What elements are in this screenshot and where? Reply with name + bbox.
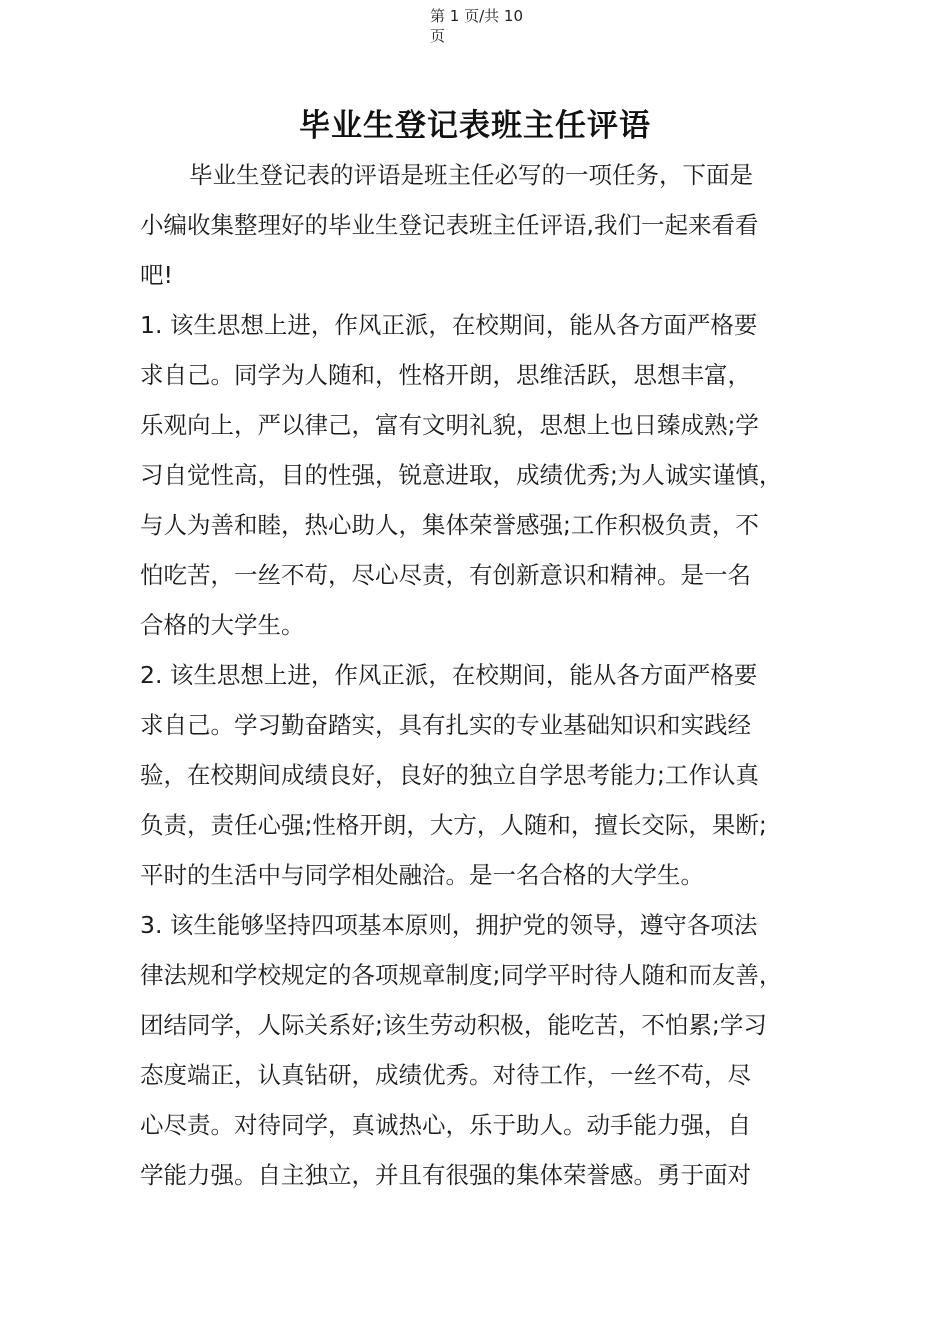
text-line: 团结同学，人际关系好;该生劳动积极，能吃苦，不怕累;学习 bbox=[140, 1011, 767, 1039]
text-line: 验，在校期间成绩良好，良好的独立自学思考能力;工作认真 bbox=[140, 761, 759, 789]
comment-item-3 bbox=[140, 900, 830, 1200]
text-line: 毕业生登记表的评语是班主任必写的一项任务，下面是 bbox=[189, 161, 753, 189]
text-line: 态度端正，认真钻研，成绩优秀。对待工作，一丝不苟，尽 bbox=[140, 1061, 751, 1089]
comment-item-1 bbox=[140, 300, 830, 650]
document-body bbox=[140, 150, 830, 1200]
text-line: 2. 该生思想上进，作风正派，在校期间，能从各方面严格要 bbox=[140, 661, 758, 689]
text-line: 求自己。同学为人随和，性格开朗，思维活跃，思想丰富， bbox=[140, 361, 751, 389]
document-title: 毕业生登记表班主任评语 bbox=[299, 108, 651, 144]
text-line: 乐观向上，严以律己，富有文明礼貌，思想上也日臻成熟;学 bbox=[140, 411, 759, 439]
text-line: 怕吃苦，一丝不苟，尽心尽责，有创新意识和精神。是一名 bbox=[140, 561, 751, 589]
comment-item-2 bbox=[140, 650, 830, 900]
text-line: 心尽责。对待同学，真诚热心，乐于助人。动手能力强，自 bbox=[140, 1111, 751, 1139]
text-line: 求自己。学习勤奋踏实，具有扎实的专业基础知识和实践经 bbox=[140, 711, 751, 739]
text-line: 3. 该生能够坚持四项基本原则，拥护党的领导，遵守各项法 bbox=[140, 911, 758, 939]
text-line: 律法规和学校规定的各项规章制度;同学平时待人随和而友善， bbox=[140, 961, 783, 989]
text-line: 1. 该生思想上进，作风正派，在校期间，能从各方面严格要 bbox=[140, 311, 758, 339]
text-line: 学能力强。自主独立，并且有很强的集体荣誉感。勇于面对 bbox=[140, 1161, 751, 1189]
page-indicator: 第 1 页/共 10 页 bbox=[430, 7, 523, 45]
text-line: 平时的生活中与同学相处融洽。是一名合格的大学生。 bbox=[140, 861, 704, 889]
intro-paragraph bbox=[140, 150, 830, 300]
text-line: 吧! bbox=[140, 261, 173, 289]
text-line: 习自觉性高，目的性强，锐意进取，成绩优秀;为人诚实谨慎， bbox=[140, 461, 783, 489]
text-line: 合格的大学生。 bbox=[140, 611, 305, 639]
text-line: 与人为善和睦，热心助人，集体荣誉感强;工作积极负责，不 bbox=[140, 511, 759, 539]
text-line: 负责，责任心强;性格开朗，大方，人随和，擅长交际，果断; bbox=[140, 811, 767, 839]
text-line: 小编收集整理好的毕业生登记表班主任评语,我们一起来看看 bbox=[140, 211, 759, 239]
